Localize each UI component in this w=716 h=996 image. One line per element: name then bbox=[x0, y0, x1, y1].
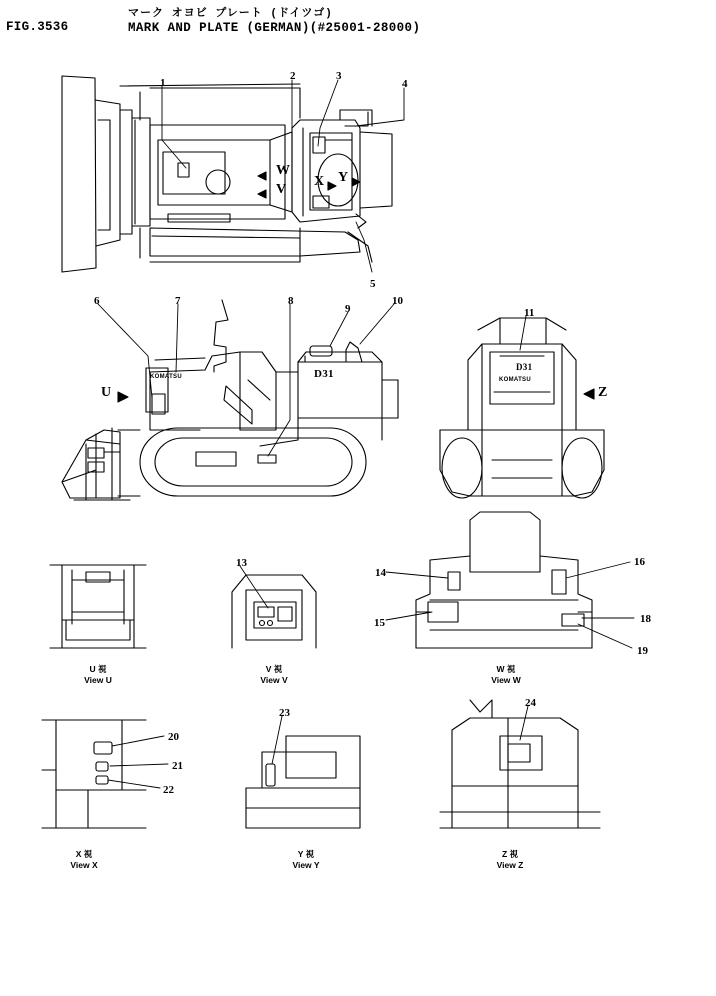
view-caption-u-en: View U bbox=[84, 674, 112, 685]
view-caption-w-jp: W 視 bbox=[496, 664, 516, 674]
view-caption-x-jp: X 視 bbox=[75, 849, 93, 859]
callout-21: 21 bbox=[172, 760, 183, 772]
callout-14: 14 bbox=[375, 567, 386, 579]
callout-3: 3 bbox=[336, 70, 342, 82]
view-caption-z-jp: Z 視 bbox=[501, 849, 519, 859]
view-caption-u bbox=[64, 664, 132, 685]
view-caption-v-en: View V bbox=[260, 674, 288, 685]
callout-19: 19 bbox=[637, 645, 648, 657]
view-caption-y bbox=[272, 849, 340, 870]
callout-8: 8 bbox=[288, 295, 294, 307]
callout-10: 10 bbox=[392, 295, 403, 307]
view-caption-w-en: View W bbox=[491, 674, 521, 685]
title-japanese: マーク オヨビ プレート (ドイツゴ) bbox=[128, 8, 333, 20]
callout-24: 24 bbox=[525, 697, 536, 709]
plate-text-d31-side: D31 bbox=[314, 368, 334, 380]
callout-18: 18 bbox=[640, 613, 651, 625]
callout-23: 23 bbox=[279, 707, 290, 719]
view-caption-v-jp: V 視 bbox=[265, 664, 283, 674]
view-arrow-y: Y bbox=[338, 170, 349, 185]
callout-5: 5 bbox=[370, 278, 376, 290]
view-caption-z bbox=[476, 849, 544, 870]
callout-16: 16 bbox=[634, 556, 645, 568]
plate-text-d31-rear: D31 bbox=[516, 362, 533, 372]
callout-2: 2 bbox=[290, 70, 296, 82]
view-caption-x-en: View X bbox=[70, 859, 98, 870]
callout-7: 7 bbox=[175, 295, 181, 307]
view-arrow-v: V bbox=[276, 182, 287, 197]
callout-15: 15 bbox=[374, 617, 385, 629]
title-english: MARK AND PLATE (GERMAN)(#25001-28000) bbox=[128, 21, 421, 35]
callout-11: 11 bbox=[524, 307, 535, 319]
view-caption-z-en: View Z bbox=[496, 859, 524, 870]
view-arrow-z: Z bbox=[598, 385, 608, 400]
view-caption-v bbox=[240, 664, 308, 685]
view-caption-x bbox=[50, 849, 118, 870]
view-arrow-w: W bbox=[276, 163, 290, 178]
callout-13: 13 bbox=[236, 557, 247, 569]
view-caption-u-jp: U 視 bbox=[89, 664, 107, 674]
plate-text-komatsu-rear: KOMATSU bbox=[499, 377, 531, 383]
view-caption-y-jp: Y 視 bbox=[297, 849, 315, 859]
view-arrow-u: U bbox=[101, 385, 112, 400]
figure-number: FIG.3536 bbox=[6, 20, 69, 34]
callout-9: 9 bbox=[345, 303, 351, 315]
view-caption-y-en: View Y bbox=[292, 859, 320, 870]
callout-4: 4 bbox=[402, 78, 408, 90]
callout-1: 1 bbox=[160, 77, 166, 89]
view-caption-w bbox=[472, 664, 540, 685]
callout-6: 6 bbox=[94, 295, 100, 307]
callout-20: 20 bbox=[168, 731, 179, 743]
plate-text-komatsu-side: KOMATSU bbox=[150, 374, 182, 380]
callout-22: 22 bbox=[163, 784, 174, 796]
view-arrow-x: X bbox=[314, 174, 325, 189]
